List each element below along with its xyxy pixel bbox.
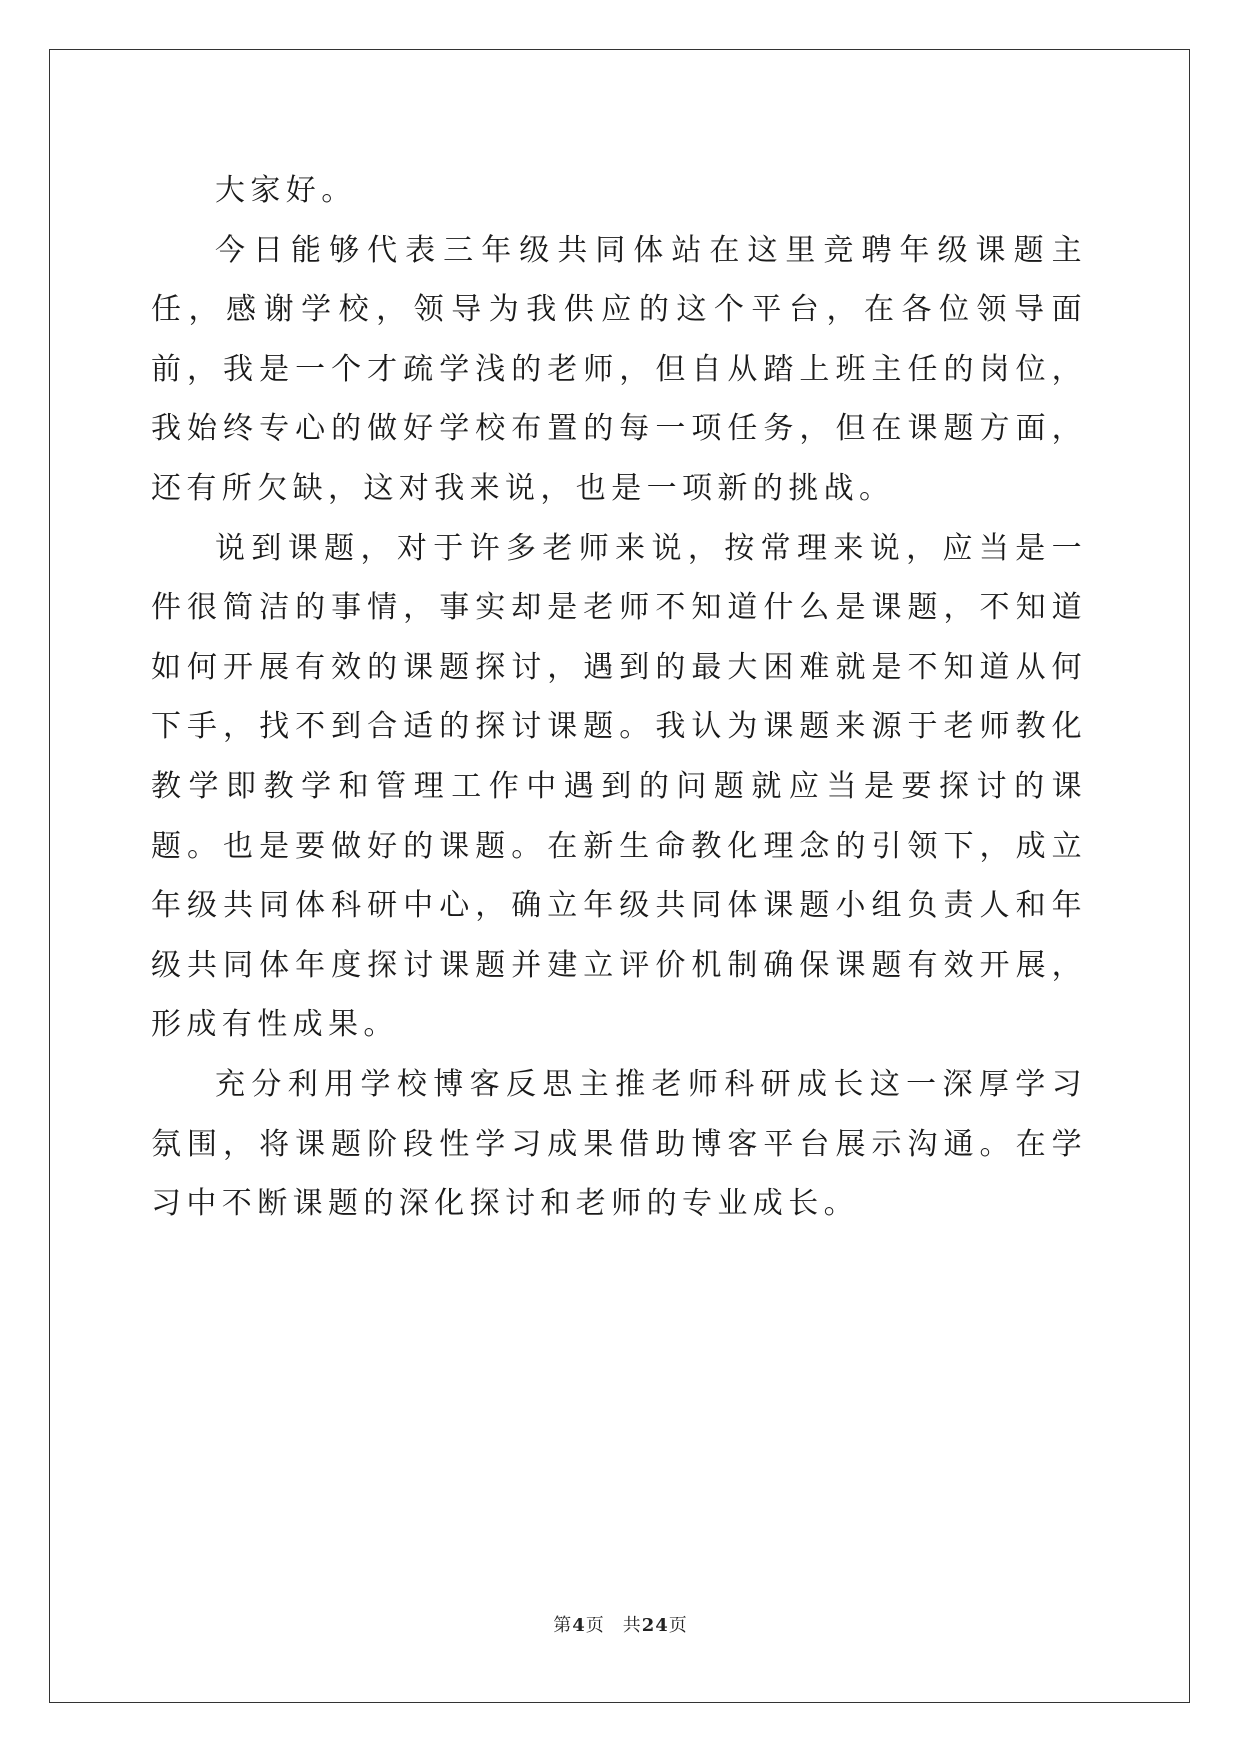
document-body xyxy=(151,161,1087,1234)
page-footer xyxy=(0,1614,1241,1638)
total-suffix: 页 xyxy=(668,1615,688,1636)
paragraph-introduction: 今日能够代表三年级共同体站在这里竞聘年级课题主任，感谢学校，领导为我供应的这个平台，在各位领导面前，我是一个才疏学浅的老师，但自从踏上班主任的岗位，我始终专心的做好学校布置的每一项任务，但在课题方面，还有所欠缺，这对我来说，也是一项新的挑战。 xyxy=(151,232,1087,506)
total-pages: 24 xyxy=(641,1615,669,1636)
page-number: 4 xyxy=(572,1615,586,1636)
paragraph-research-topics: 说到课题，对于许多老师来说，按常理来说，应当是一件很简洁的事情，事实却是老师不知道什么是课题，不知道如何开展有效的课题探讨，遇到的最大困难就是不知道从何下手，找不到合适的探讨课题。我认为课题来源于老师教化教学即教学和管理工作中遇到的问题就应当是要探讨的课题。也是要做好的课题。在新生命教化理念的引领下，成立年级共同体科研中心，确立年级共同体课题小组负责人和年级共同体年度探讨课题并建立评价机制确保课题有效开展，形成有性成果。 xyxy=(151,530,1087,1043)
page-suffix: 页 xyxy=(585,1615,605,1636)
page-prefix: 第 xyxy=(553,1615,573,1636)
total-prefix: 共 xyxy=(622,1615,642,1636)
paragraph-greeting: 大家好。 xyxy=(215,173,357,208)
paragraph-blog-platform: 充分利用学校博客反思主推老师科研成长这一深厚学习氛围，将课题阶段性学习成果借助博客平台展示沟通。在学习中不断课题的深化探讨和老师的专业成长。 xyxy=(151,1066,1087,1222)
